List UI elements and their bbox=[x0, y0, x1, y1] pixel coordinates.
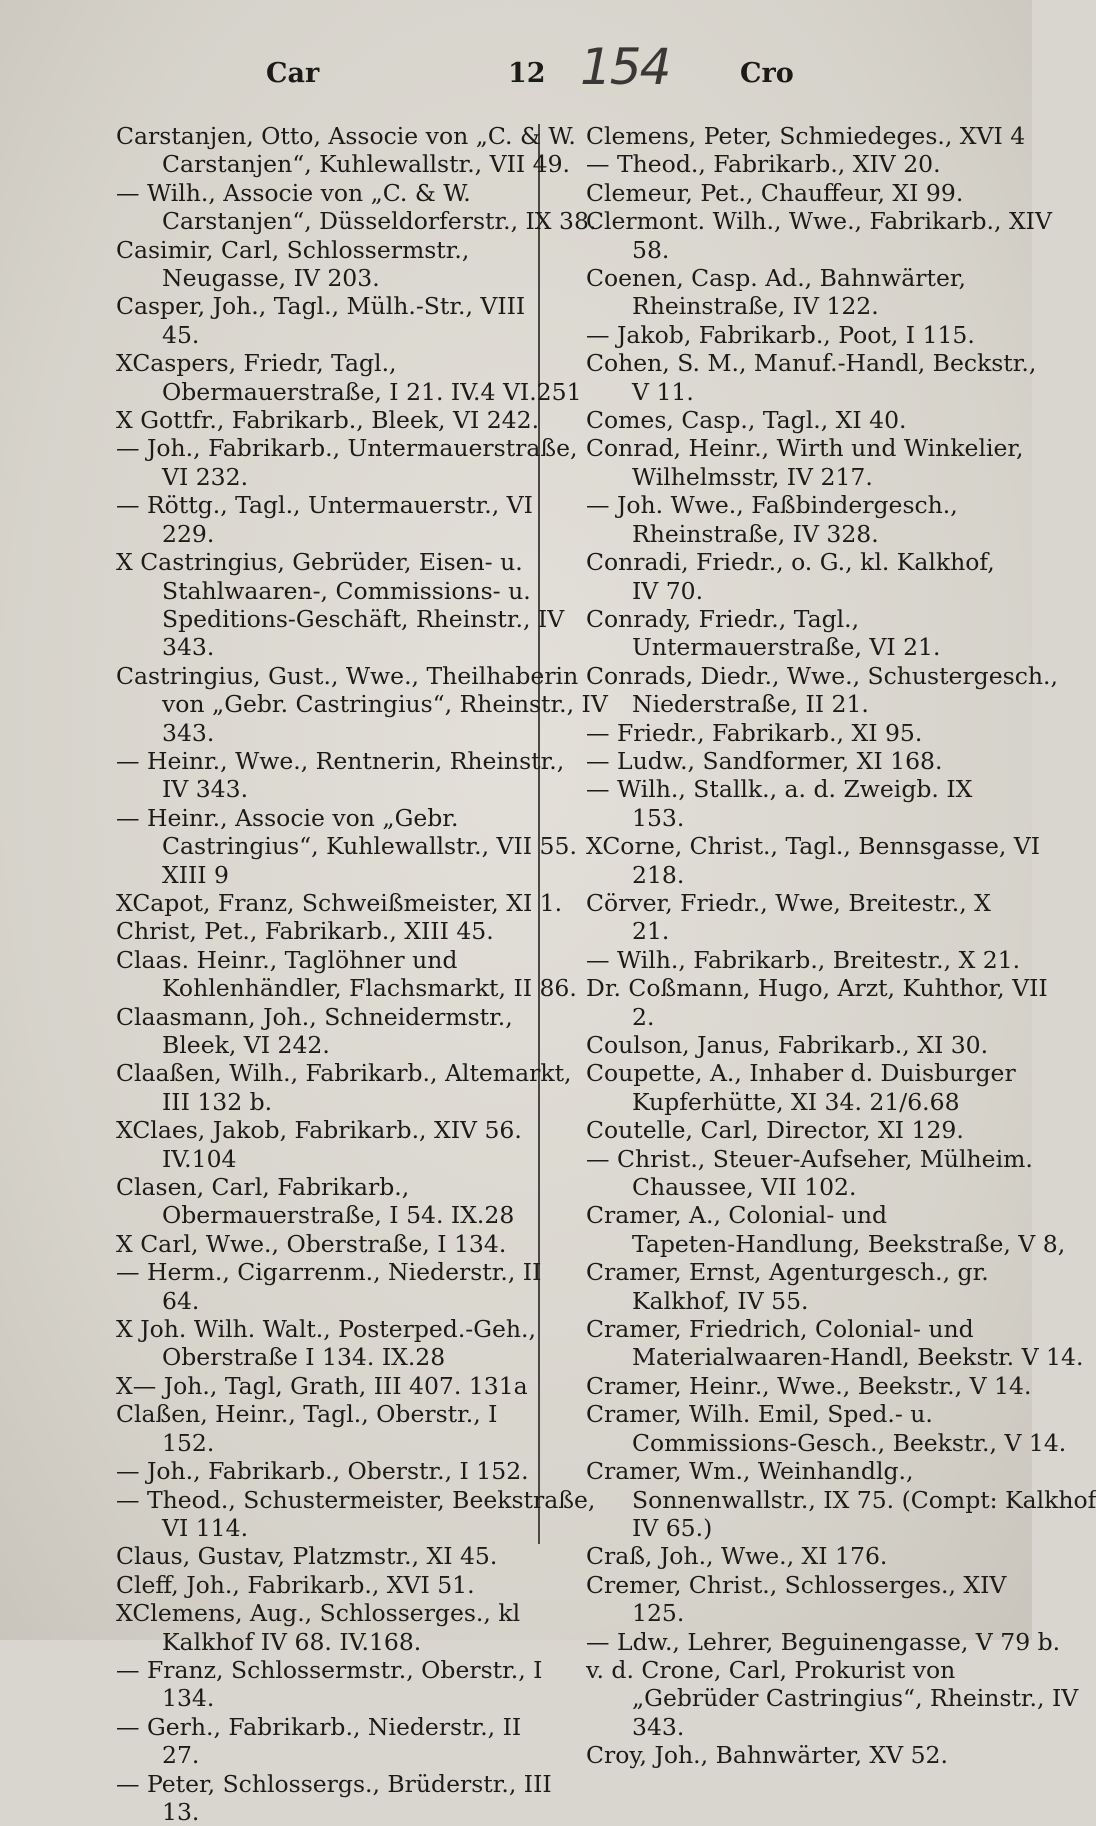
directory-entry: Casimir, Carl, Schlossermstr., Neugasse, IV 203. bbox=[116, 235, 470, 293]
directory-entry: XCaspers, Friedr, Tagl., Obermauerstraße, I 21. IV.4 VI.251 bbox=[116, 349, 582, 406]
directory-entry: Conrady, Friedr., Tagl., Untermauerstraße, VI 21. bbox=[586, 604, 941, 662]
directory-entry: Cörver, Friedr., Wwe, Breitestr., X 21. bbox=[586, 888, 991, 946]
directory-entry: Coenen, Casp. Ad., Bahnwärter, Rheinstraße, IV 122. bbox=[586, 264, 966, 321]
right-column bbox=[540, 122, 1096, 1770]
directory-entry: Christ, Pet., Fabrikarb., XIII 45. bbox=[116, 917, 494, 946]
directory-entry: v. d. Crone, Carl, Prokurist von „Gebrüder Castringius“, Rheinstr., IV 343. bbox=[586, 1655, 1079, 1741]
directory-entry: Clermont. Wilh., Wwe., Fabrikarb., XIV 58. bbox=[586, 207, 1052, 264]
directory-entry: X Castringius, Gebrüder, Eisen- u. Stahlwaaren-, Commissions- u. Speditions-Geschäft, Rheinstr., IV 343. bbox=[116, 548, 565, 662]
directory-entry: — Röttg., Tagl., Untermauerstr., VI 229. bbox=[116, 491, 533, 548]
directory-entry: — Ldw., Lehrer, Beguinengasse, V 79 b. bbox=[586, 1627, 1061, 1656]
directory-entry: Coutelle, Carl, Director, XI 129. bbox=[586, 1116, 964, 1145]
directory-entry: Cramer, Wm., Weinhandlg., Sonnenwallstr., IX 75. (Compt: Kalkhof IV 65.) bbox=[586, 1457, 1096, 1542]
directory-entry: — Theod., Fabrikarb., XIV 20. bbox=[586, 150, 941, 179]
directory-entry: Conrad, Heinr., Wirth und Winkelier, Wilhelmsstr, IV 217. bbox=[586, 434, 1024, 491]
directory-entry: Clemeur, Pet., Chauffeur, XI 99. bbox=[586, 178, 964, 207]
directory-entry: Comes, Casp., Tagl., XI 40. bbox=[586, 406, 907, 435]
directory-entry: XCapot, Franz, Schweißmeister, XI 1. bbox=[116, 888, 563, 917]
directory-entry: — Friedr., Fabrikarb., XI 95. bbox=[586, 718, 923, 747]
directory-entry: — Herm., Cigarrenm., Niederstr., II 64. bbox=[116, 1258, 542, 1315]
directory-entry: XClaes, Jakob, Fabrikarb., XIV 56. IV.104 bbox=[116, 1116, 522, 1173]
directory-entry: X— Joh., Tagl, Grath, III 407. 131a bbox=[116, 1371, 528, 1400]
page-number: 12 bbox=[508, 58, 546, 89]
directory-entry: Claaßen, Wilh., Fabrikarb., Altemarkt, III 132 b. bbox=[116, 1059, 572, 1116]
directory-entry: — Wilh., Associe von „C. & W. Carstanjen“, Düsseldorferstr., IX 38. bbox=[116, 178, 597, 236]
directory-entry: Cramer, Friedrich, Colonial- und Materialwaaren-Handl, Beekstr. V 14. bbox=[586, 1315, 1084, 1372]
left-column bbox=[70, 122, 608, 1826]
handwritten-page-number: 154 bbox=[580, 38, 670, 96]
directory-entry: — Wilh., Stallk., a. d. Zweigb. IX 153. bbox=[586, 775, 973, 832]
page-header bbox=[0, 38, 1032, 98]
directory-entry: Cramer, Ernst, Agenturgesch., gr. Kalkhof, IV 55. bbox=[586, 1258, 989, 1315]
directory-entry: Coulson, Janus, Fabrikarb., XI 30. bbox=[586, 1031, 989, 1059]
directory-entry: Cramer, Wilh. Emil, Sped.- u. Commissions-Gesch., Beekstr., V 14. bbox=[586, 1400, 1067, 1457]
directory-entry: Cramer, Heinr., Wwe., Beekstr., V 14. bbox=[586, 1371, 1032, 1400]
directory-entry: Claßen, Heinr., Tagl., Oberstr., I 152. bbox=[116, 1400, 498, 1457]
directory-entry: Conrads, Diedr., Wwe., Schustergesch., Niederstraße, II 21. bbox=[586, 661, 1058, 719]
directory-entry: Croy, Joh., Bahnwärter, XV 52. bbox=[586, 1741, 948, 1770]
directory-entry: Claas. Heinr., Taglöhner und Kohlenhändler, Flachsmarkt, II 86. bbox=[116, 945, 577, 1003]
directory-entry: Cramer, A., Colonial- und Tapeten-Handlung, Beekstraße, V 8, bbox=[586, 1201, 1066, 1258]
directory-entry: — Ludw., Sandformer, XI 168. bbox=[586, 746, 943, 775]
directory-entry: Casper, Joh., Tagl., Mülh.-Str., VIII 45. bbox=[116, 292, 526, 349]
directory-entry: Cremer, Christ., Schlosserges., XIV 125. bbox=[586, 1570, 1007, 1628]
directory-entry: Clasen, Carl, Fabrikarb., Obermauerstraße, I 54. IX.28 bbox=[116, 1173, 515, 1230]
directory-entry: — Peter, Schlossergs., Brüderstr., III 13. bbox=[116, 1769, 552, 1826]
header-left-guide-word: Car bbox=[266, 58, 320, 89]
directory-entry: — Franz, Schlossermstr., Oberstr., I 134. bbox=[116, 1655, 543, 1713]
directory-entry: Cohen, S. M., Manuf.-Handl, Beckstr., V 11. bbox=[586, 349, 1037, 406]
directory-entry: Claasmann, Joh., Schneidermstr., Bleek, VI 242. bbox=[116, 1002, 513, 1059]
directory-entry: — Wilh., Fabrikarb., Breitestr., X 21. bbox=[586, 945, 1021, 974]
directory-entry: Castringius, Gust., Wwe., Theilhaberin von „Gebr. Castringius“, Rheinstr., IV 343. bbox=[116, 661, 608, 747]
directory-entry: — Christ., Steuer-Aufseher, Mülheim. Chaussee, VII 102. bbox=[586, 1144, 1033, 1202]
directory-entry: Carstanjen, Otto, Associe von „C. & W. Carstanjen“, Kuhlewallstr., VII 49. bbox=[116, 122, 576, 179]
directory-entry: Conradi, Friedr., o. G., kl. Kalkhof, IV 70. bbox=[586, 548, 995, 605]
directory-entry: Dr. Coßmann, Hugo, Arzt, Kuhthor, VII 2. bbox=[586, 974, 1048, 1031]
directory-entry: XClemens, Aug., Schlosserges., kl Kalkhof IV 68. IV.168. bbox=[116, 1599, 521, 1656]
directory-entry: Claus, Gustav, Platzmstr., XI 45. bbox=[116, 1542, 498, 1571]
directory-entry: — Theod., Schustermeister, Beekstraße, VI 114. bbox=[116, 1485, 596, 1542]
directory-entry: Clemens, Peter, Schmiedeges., XVI 4 bbox=[586, 122, 1026, 150]
header-right-guide-word: Cro bbox=[740, 58, 794, 89]
directory-entry: — Joh., Fabrikarb., Oberstr., I 152. bbox=[116, 1457, 529, 1486]
directory-entry: X Gottfr., Fabrikarb., Bleek, VI 242. bbox=[116, 406, 540, 435]
directory-entry: Coupette, A., Inhaber d. Duisburger Kupferhütte, XI 34. 21/6.68 bbox=[586, 1059, 1016, 1116]
directory-entry: Cleff, Joh., Fabrikarb., XVI 51. bbox=[116, 1570, 475, 1599]
directory-entry: — Jakob, Fabrikarb., Poot, I 115. bbox=[586, 320, 975, 349]
directory-entry: X Carl, Wwe., Oberstraße, I 134. bbox=[116, 1229, 507, 1258]
directory-entry: Craß, Joh., Wwe., XI 176. bbox=[586, 1542, 888, 1571]
directory-entry: — Gerh., Fabrikarb., Niederstr., II 27. bbox=[116, 1712, 522, 1770]
directory-entry: XCorne, Christ., Tagl., Bennsgasse, VI 218. bbox=[586, 832, 1041, 889]
directory-entry: X Joh. Wilh. Walt., Posterped.-Geh., Oberstraße I 134. IX.28 bbox=[116, 1315, 536, 1372]
directory-entry: — Joh. Wwe., Faßbindergesch., Rheinstraße, IV 328. bbox=[586, 491, 958, 548]
directory-entry: — Heinr., Associe von „Gebr. Castringius“, Kuhlewallstr., VII 55. XIII 9 bbox=[116, 803, 577, 889]
directory-entry: — Joh., Fabrikarb., Untermauerstraße, VI 232. bbox=[116, 434, 578, 491]
directory-entry: — Heinr., Wwe., Rentnerin, Rheinstr., IV 343. bbox=[116, 746, 565, 804]
